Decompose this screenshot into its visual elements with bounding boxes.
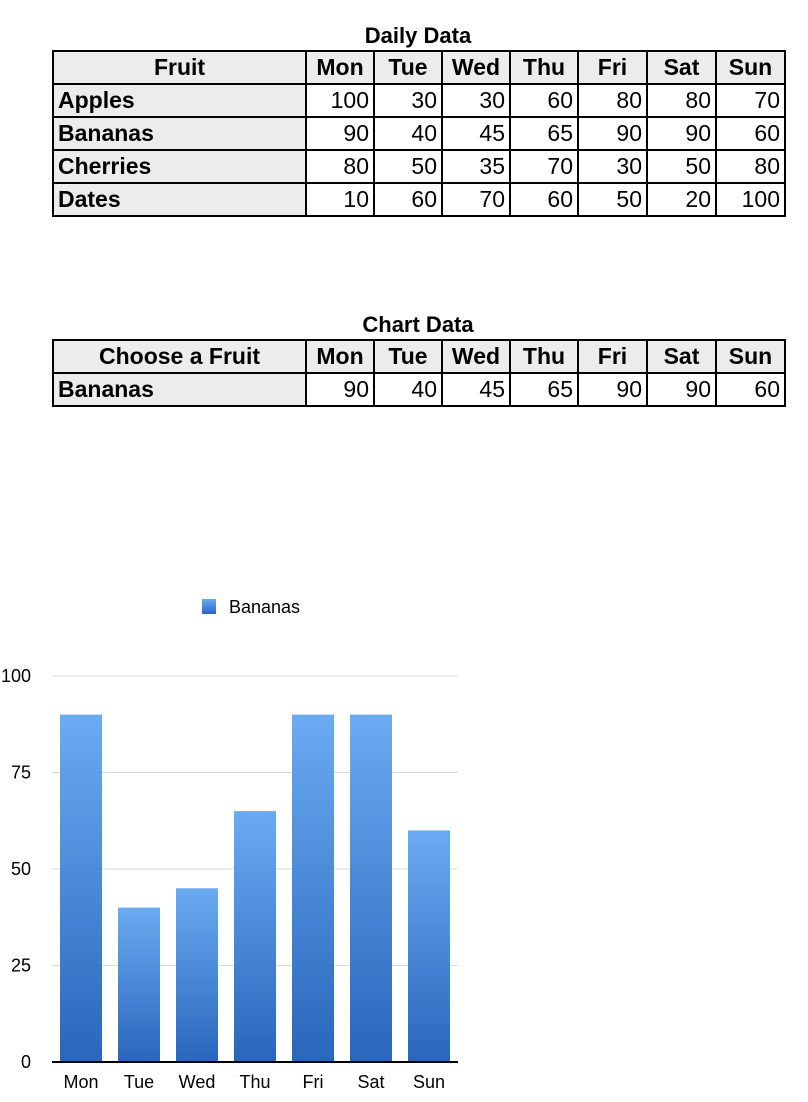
- header-cell-fri[interactable]: Fri: [578, 51, 647, 84]
- table-cell[interactable]: 90: [578, 373, 647, 406]
- x-tick-label: Sat: [357, 1072, 385, 1092]
- legend-swatch: [202, 599, 216, 614]
- table-cell[interactable]: 60: [374, 183, 442, 216]
- table-row: [53, 183, 785, 216]
- header-cell-sat[interactable]: Sat: [647, 51, 716, 84]
- header-cell-wed[interactable]: Wed: [442, 340, 510, 373]
- x-tick-label: Fri: [302, 1072, 324, 1092]
- x-tick-label: Sun: [412, 1072, 446, 1092]
- table-cell[interactable]: 40: [374, 373, 442, 406]
- x-tick-label: Wed: [178, 1072, 216, 1092]
- table-cell[interactable]: 80: [578, 84, 647, 117]
- header-cell-wed[interactable]: Wed: [442, 51, 510, 84]
- table-cell[interactable]: 20: [647, 183, 716, 216]
- header-cell-fri[interactable]: Fri: [578, 340, 647, 373]
- row-header-bananas[interactable]: Bananas: [53, 117, 306, 150]
- table-row: [53, 373, 785, 406]
- y-tick-label: 50: [10, 859, 31, 879]
- chart-data-table: [52, 339, 786, 407]
- row-header-apples[interactable]: Apples: [53, 84, 306, 117]
- row-header-dates[interactable]: Dates: [53, 183, 306, 216]
- header-cell-fruit[interactable]: Fruit: [53, 51, 306, 84]
- y-tick-label: 25: [10, 955, 31, 976]
- table-cell[interactable]: 65: [510, 117, 578, 150]
- table-cell[interactable]: 90: [578, 117, 647, 150]
- table-cell[interactable]: 80: [306, 150, 374, 183]
- table-cell[interactable]: 70: [510, 150, 578, 183]
- table-cell[interactable]: 45: [442, 373, 510, 406]
- table-cell[interactable]: 90: [306, 373, 374, 406]
- header-cell-mon[interactable]: Mon: [306, 51, 374, 84]
- header-cell-thu[interactable]: Thu: [510, 340, 578, 373]
- daily-data-table: [52, 50, 786, 217]
- y-tick-label: 100: [0, 666, 31, 686]
- header-cell-thu[interactable]: Thu: [510, 51, 578, 84]
- header-cell-sun[interactable]: Sun: [716, 51, 785, 84]
- table-cell[interactable]: 40: [374, 117, 442, 150]
- x-tick-label: Mon: [63, 1072, 99, 1092]
- table-cell[interactable]: 35: [442, 150, 510, 183]
- table-cell[interactable]: 80: [647, 84, 716, 117]
- header-cell-sat[interactable]: Sat: [647, 340, 716, 373]
- y-tick-label: 75: [10, 762, 31, 783]
- bar-fri[interactable]: [292, 715, 334, 1062]
- bar-thu[interactable]: [234, 811, 276, 1062]
- table-cell[interactable]: 80: [716, 150, 785, 183]
- y-tick-label: 0: [20, 1052, 31, 1072]
- table-cell[interactable]: 70: [716, 84, 785, 117]
- table-cell[interactable]: 60: [510, 84, 578, 117]
- table-cell[interactable]: 30: [578, 150, 647, 183]
- daily-data-title: Daily Data: [364, 23, 472, 48]
- table-row: [53, 84, 785, 117]
- table-cell[interactable]: 30: [374, 84, 442, 117]
- table-row: [53, 150, 785, 183]
- table-cell[interactable]: 10: [306, 183, 374, 216]
- table-cell[interactable]: 45: [442, 117, 510, 150]
- header-cell-mon[interactable]: Mon: [306, 340, 374, 373]
- table-cell[interactable]: 100: [716, 183, 785, 216]
- x-tick-label: Tue: [123, 1072, 155, 1092]
- daily-header-row: [53, 51, 785, 84]
- table-cell[interactable]: 60: [716, 373, 785, 406]
- chart-legend: [202, 597, 300, 617]
- table-cell[interactable]: 50: [578, 183, 647, 216]
- table-cell[interactable]: 50: [374, 150, 442, 183]
- bar-wed[interactable]: [176, 888, 218, 1062]
- table-cell[interactable]: 50: [647, 150, 716, 183]
- bar-mon[interactable]: [60, 715, 102, 1062]
- header-cell-choose-fruit[interactable]: Choose a Fruit: [53, 340, 306, 373]
- legend-label: Bananas: [229, 597, 301, 617]
- table-cell[interactable]: 100: [306, 84, 374, 117]
- table-cell[interactable]: 60: [510, 183, 578, 216]
- x-tick-label: Thu: [239, 1072, 271, 1092]
- chart-header-row: [53, 340, 785, 373]
- table-cell[interactable]: 90: [647, 373, 716, 406]
- bar-sat[interactable]: [350, 715, 392, 1062]
- table-cell[interactable]: 30: [442, 84, 510, 117]
- fruit-selector-cell[interactable]: Bananas: [53, 373, 306, 406]
- header-cell-tue[interactable]: Tue: [374, 51, 442, 84]
- bar-sun[interactable]: [408, 830, 450, 1062]
- bar-chart[interactable]: [0, 580, 480, 1100]
- table-row: [53, 117, 785, 150]
- table-cell[interactable]: 90: [306, 117, 374, 150]
- table-cell[interactable]: 65: [510, 373, 578, 406]
- bar-tue[interactable]: [118, 908, 160, 1062]
- header-cell-sun[interactable]: Sun: [716, 340, 785, 373]
- header-cell-tue[interactable]: Tue: [374, 340, 442, 373]
- row-header-cherries[interactable]: Cherries: [53, 150, 306, 183]
- table-cell[interactable]: 60: [716, 117, 785, 150]
- table-cell[interactable]: 90: [647, 117, 716, 150]
- chart-data-title: Chart Data: [362, 312, 474, 337]
- table-cell[interactable]: 70: [442, 183, 510, 216]
